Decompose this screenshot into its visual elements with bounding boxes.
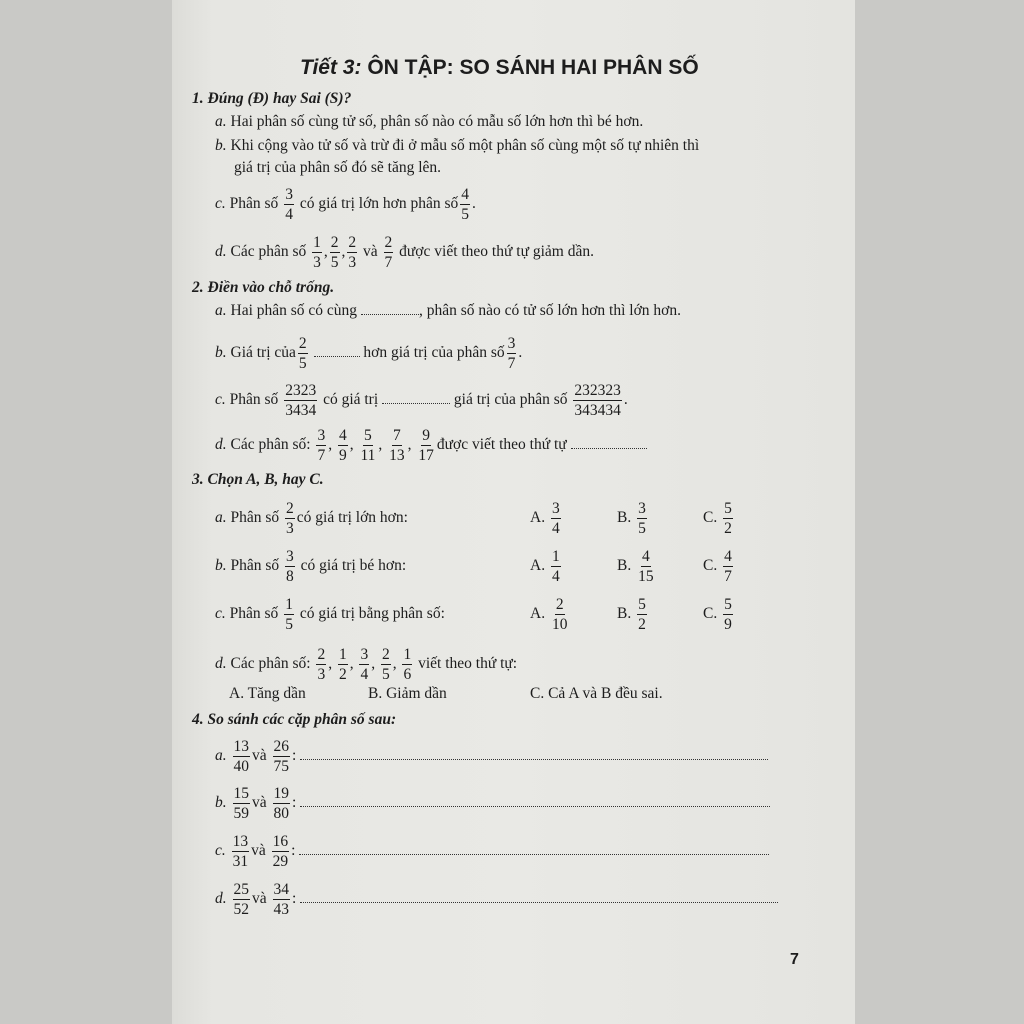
denominator: 4 — [285, 206, 293, 223]
s3-a — [215, 500, 408, 537]
numerator: 4 — [338, 427, 347, 444]
fraction — [284, 596, 294, 633]
fraction — [388, 427, 406, 464]
numerator: 2 — [348, 234, 357, 251]
item-label: b. — [215, 137, 227, 154]
item-text: Giá trị của — [230, 344, 296, 362]
s2-a — [215, 302, 681, 320]
fraction — [359, 646, 369, 683]
item-text: . — [623, 391, 628, 409]
item-text: : — [292, 890, 297, 908]
item-label: d. — [215, 436, 227, 454]
item-text: và — [251, 842, 266, 860]
denominator: 9 — [724, 616, 732, 633]
numerator: 4 — [641, 548, 650, 565]
numerator: 2 — [317, 646, 326, 663]
denominator: 10 — [551, 616, 568, 633]
item-text: hơn giá trị của phân số — [363, 344, 505, 362]
denominator: 52 — [233, 901, 249, 918]
item-label: c. — [215, 391, 226, 409]
item-text: và — [252, 747, 267, 765]
s4-a — [215, 738, 768, 775]
numerator: 3 — [317, 427, 326, 444]
fraction — [551, 500, 561, 537]
numerator: 26 — [273, 738, 290, 755]
denominator: 40 — [233, 758, 249, 775]
s1-b — [215, 137, 699, 155]
item-label: d. — [215, 655, 227, 673]
numerator: 2 — [381, 646, 390, 663]
item-label: a. — [215, 113, 227, 130]
fraction — [285, 500, 295, 537]
item-label: a. — [215, 302, 227, 319]
item-label: c. — [215, 195, 226, 213]
option-letter: C. — [703, 605, 718, 623]
s3-c-option-a — [530, 596, 570, 633]
item-text: có giá trị lớn hơn: — [296, 509, 408, 527]
item-text: Hai phân số có cùng — [230, 302, 358, 319]
item-label: d. — [215, 243, 227, 261]
s3-b-option-b — [617, 548, 657, 585]
fraction — [359, 427, 376, 464]
denominator: 11 — [360, 447, 376, 464]
answer-blank — [300, 805, 770, 807]
fraction — [312, 234, 322, 271]
numerator: 1 — [338, 646, 347, 663]
item-text: có giá trị bé hơn: — [300, 557, 407, 575]
denominator: 3 — [348, 254, 357, 271]
item-text: Phân số — [230, 557, 280, 575]
numerator: 2 — [384, 234, 393, 251]
fraction — [232, 833, 250, 870]
option-letter: A. — [530, 605, 546, 623]
item-text: có giá trị lớn hơn phân số — [299, 195, 459, 213]
s3-d-option-a: A. Tăng dần — [229, 685, 306, 702]
option-letter: C. — [703, 557, 718, 575]
fraction — [330, 234, 340, 271]
fraction — [338, 427, 348, 464]
item-text: Hai phân số cùng tử số, phân số nào có mẫu số lớn hơn thì bé hơn. — [230, 113, 644, 130]
numerator: 2 — [330, 234, 339, 251]
fraction — [316, 646, 326, 683]
item-label: a. — [215, 509, 227, 527]
blank — [571, 447, 647, 449]
lesson-number: Tiết 3: — [300, 56, 362, 79]
denominator: 2 — [638, 616, 646, 633]
s2-d: d. Các phân số: $\frac{3}{7}$ , $\frac{4}{9}$ , $\frac{5}{11}$ , $\frac{7}{13}$ , $\frac{9}{17}$ được viết theo thứ tự — [215, 427, 647, 464]
fraction — [507, 335, 517, 372]
denominator: 5 — [638, 520, 646, 537]
numerator: 13 — [232, 833, 249, 850]
item-label: d. — [215, 890, 227, 908]
option-letter: A. — [530, 557, 546, 575]
numerator: 5 — [364, 427, 372, 444]
denominator: 7 — [507, 355, 516, 372]
denominator: 4 — [360, 666, 369, 683]
item-text: và — [252, 890, 267, 908]
denominator: 6 — [403, 666, 412, 683]
fraction — [272, 833, 290, 870]
s3-b-option-a — [530, 548, 563, 585]
fraction — [233, 738, 251, 775]
s3-a-option-c — [703, 500, 735, 537]
fraction — [381, 646, 391, 683]
denominator: 3434 — [285, 402, 317, 419]
numerator: 9 — [422, 427, 431, 444]
lesson-topic: ÔN TẬP: SO SÁNH HAI PHÂN SỐ — [367, 56, 699, 79]
s1-c — [215, 186, 476, 223]
s1-d: d. Các phân số $\frac{1}{3}$ , $\frac{2}{5}$ , $\frac{2}{3}$ và $\frac{2}{7}$ được viết theo thứ tự giảm dần. — [215, 234, 594, 271]
numerator: 1 — [403, 646, 412, 663]
denominator: 2 — [724, 520, 732, 537]
denominator: 43 — [273, 901, 290, 918]
s1-heading: 1. Đúng (Đ) hay Sai (S)? — [192, 90, 352, 107]
denominator: 343434 — [574, 402, 621, 419]
item-text: giá trị của phân số — [453, 391, 568, 409]
item-text: Các phân số — [230, 243, 307, 261]
numerator: 5 — [638, 596, 646, 613]
fraction — [273, 785, 291, 822]
item-text: và — [252, 794, 267, 812]
s3-d-option-b: B. Giảm dần — [368, 685, 447, 702]
s3-a-option-b — [617, 500, 649, 537]
answer-blank — [300, 758, 768, 760]
numerator: 1 — [285, 596, 293, 613]
denominator: 29 — [272, 853, 289, 870]
fraction — [551, 548, 561, 585]
fraction — [316, 427, 326, 464]
s1-a — [215, 113, 643, 131]
s3-c — [215, 596, 445, 633]
denominator: 59 — [233, 805, 249, 822]
item-text: , phân số nào có tử số lớn hơn thì lớn hơn. — [418, 302, 681, 319]
s4-c — [215, 833, 769, 870]
item-text: Phân số — [229, 195, 279, 213]
s2-c — [215, 382, 628, 419]
numerator: 1 — [551, 548, 560, 565]
denominator: 5 — [461, 206, 470, 223]
fraction — [284, 186, 294, 223]
numerator: 4 — [724, 548, 732, 565]
denominator: 13 — [389, 447, 405, 464]
numerator: 15 — [233, 785, 249, 802]
item-label: b. — [215, 344, 227, 362]
item-text: Các phân số: — [230, 436, 311, 454]
fraction — [402, 646, 412, 683]
numerator: 16 — [272, 833, 289, 850]
denominator: 3 — [313, 254, 321, 271]
fraction — [637, 548, 655, 585]
s3-c-option-b — [617, 596, 649, 633]
item-label: b. — [215, 557, 227, 575]
item-text: viết theo thứ tự: — [418, 655, 518, 673]
item-text: Các phân số: — [230, 655, 311, 673]
option-letter: B. — [617, 605, 632, 623]
item-label: c. — [215, 605, 226, 623]
s3-c-option-c — [703, 596, 735, 633]
denominator: 3 — [286, 520, 294, 537]
denominator: 5 — [330, 254, 339, 271]
denominator: 4 — [551, 568, 560, 585]
fraction — [338, 646, 348, 683]
item-text: Khi cộng vào tử số và trừ đi ở mẫu số một phân số cùng một số tự nhiên thì — [230, 137, 700, 154]
denominator: 3 — [317, 666, 326, 683]
blank — [382, 402, 450, 404]
fraction — [637, 500, 647, 537]
item-text: được viết theo thứ tự — [436, 436, 567, 454]
numerator: 25 — [233, 881, 249, 898]
numerator: 2 — [555, 596, 564, 613]
denominator: 31 — [232, 853, 249, 870]
s3-b — [215, 548, 406, 585]
s1-b-cont: giá trị của phân số đó sẽ tăng lên. — [234, 159, 442, 176]
numerator: 3 — [286, 548, 294, 565]
numerator: 13 — [233, 738, 249, 755]
numerator: 3 — [360, 646, 369, 663]
fraction — [723, 596, 733, 633]
numerator: 19 — [273, 785, 290, 802]
item-text: được viết theo thứ tự giảm dần. — [399, 243, 594, 261]
denominator: 5 — [298, 355, 307, 372]
fraction — [347, 234, 357, 271]
item-text: Phân số — [229, 391, 279, 409]
fraction — [723, 548, 733, 585]
numerator: 3 — [638, 500, 646, 517]
fraction — [417, 427, 435, 464]
numerator: 4 — [461, 186, 470, 203]
numerator: 2 — [298, 335, 307, 352]
fraction — [551, 596, 569, 633]
denominator: 7 — [384, 254, 393, 271]
item-text: có giá trị — [323, 391, 379, 409]
numerator: 232323 — [574, 382, 621, 399]
numerator: 2323 — [285, 382, 317, 399]
fraction — [273, 738, 291, 775]
denominator: 4 — [551, 520, 560, 537]
denominator: 5 — [381, 666, 390, 683]
item-text: Phân số — [229, 605, 279, 623]
lesson-title — [300, 56, 699, 80]
item-text: . — [518, 344, 523, 362]
page-number: 7 — [790, 951, 799, 968]
s4-heading: 4. So sánh các cặp phân số sau: — [192, 711, 397, 728]
denominator: 2 — [338, 666, 347, 683]
denominator: 7 — [724, 568, 732, 585]
fraction — [723, 500, 733, 537]
fraction — [284, 382, 317, 419]
s3-d-option-c: C. Cả A và B đều sai. — [530, 685, 663, 702]
answer-blank — [300, 901, 778, 903]
answer-blank — [299, 853, 769, 855]
numerator: 7 — [393, 427, 401, 444]
item-text: Phân số — [230, 509, 280, 527]
fraction — [384, 234, 394, 271]
blank — [314, 355, 360, 357]
blank — [361, 313, 419, 315]
item-text: : — [291, 842, 296, 860]
s2-b — [215, 335, 522, 372]
s3-heading: 3. Chọn A, B, hay C. — [192, 471, 324, 488]
numerator: 3 — [285, 186, 293, 203]
denominator: 15 — [638, 568, 654, 585]
numerator: 1 — [313, 234, 321, 251]
item-label: c. — [215, 842, 226, 860]
numerator: 34 — [273, 881, 290, 898]
numerator: 3 — [551, 500, 560, 517]
denominator: 5 — [285, 616, 293, 633]
option-letter: B. — [617, 509, 632, 527]
fraction — [233, 881, 251, 918]
denominator: 75 — [273, 758, 290, 775]
denominator: 17 — [418, 447, 434, 464]
s4-b — [215, 785, 770, 822]
s4-d — [215, 881, 778, 918]
fraction — [273, 881, 291, 918]
fraction — [298, 335, 308, 372]
item-text: . — [472, 195, 476, 213]
option-letter: C. — [703, 509, 718, 527]
item-text: : — [292, 747, 297, 765]
numerator: 5 — [724, 500, 732, 517]
item-label: b. — [215, 794, 227, 812]
item-label: a. — [215, 747, 227, 765]
s3-d: d. Các phân số: $\frac{2}{3}$ , $\frac{1}{2}$ , $\frac{3}{4}$ , $\frac{2}{5}$ , $\frac{1}{6}$ viết theo thứ tự: — [215, 646, 518, 683]
fraction — [233, 785, 251, 822]
fraction — [285, 548, 295, 585]
denominator: 9 — [338, 447, 347, 464]
item-text: và — [363, 243, 378, 261]
denominator: 8 — [286, 568, 294, 585]
numerator: 3 — [507, 335, 516, 352]
denominator: 80 — [273, 805, 290, 822]
numerator: 2 — [286, 500, 294, 517]
fraction — [460, 186, 470, 223]
s3-a-option-a — [530, 500, 563, 537]
s3-b-option-c — [703, 548, 735, 585]
item-text: có giá trị bằng phân số: — [299, 605, 445, 623]
option-letter: B. — [617, 557, 632, 575]
numerator: 5 — [724, 596, 732, 613]
option-letter: A. — [530, 509, 546, 527]
fraction — [573, 382, 622, 419]
fraction — [637, 596, 647, 633]
s2-heading: 2. Điền vào chỗ trống. — [192, 279, 335, 296]
item-text: : — [292, 794, 297, 812]
denominator: 7 — [317, 447, 326, 464]
